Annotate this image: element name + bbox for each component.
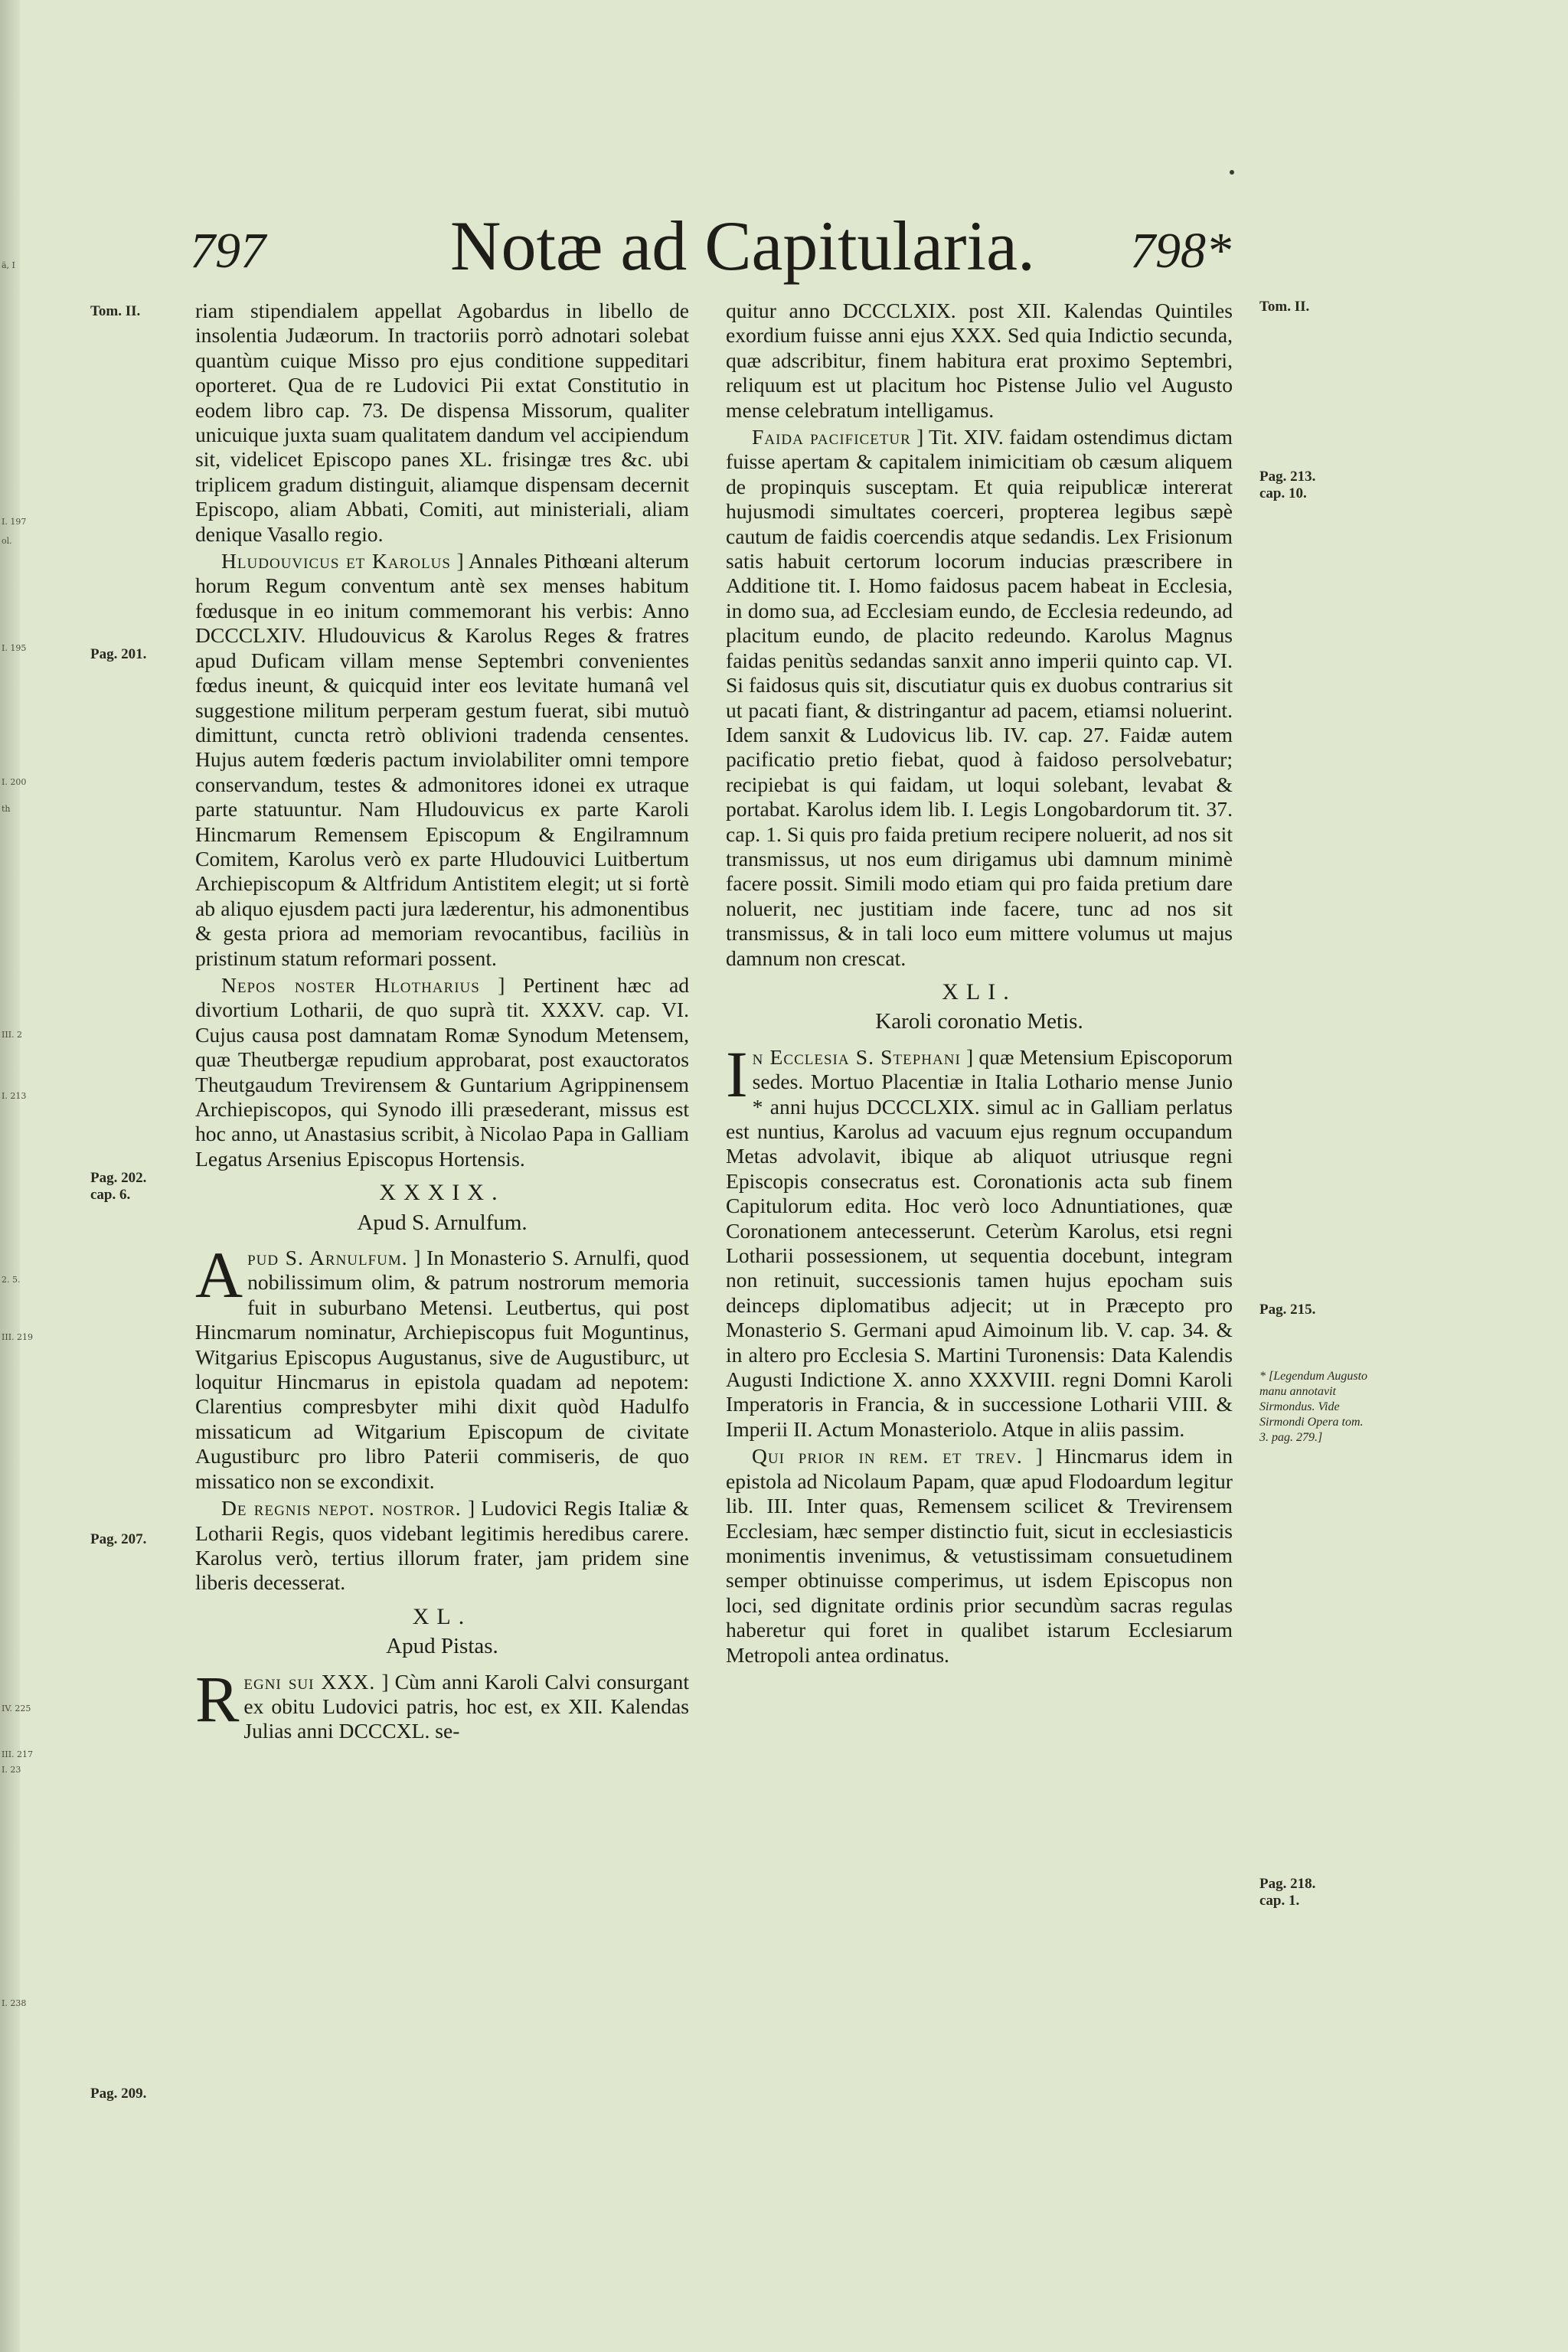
lemma: egni sui XXX.: [243, 1669, 376, 1694]
paragraph: quitur anno DCCCLXIX. post XII. Kalendas Quintiles exordium fuisse anni ejus XXX. Sed quia Indictio secunda, quæ adscribitur, finem habitura erat proximo Septembri, reliquum est ut placitum hoc Pistense Julio vel Augusto mense celebratum intelligamus.: [726, 299, 1233, 422]
gutter-mark: I. 238: [2, 1998, 27, 2008]
drop-cap: R: [195, 1661, 240, 1736]
margin-note-page: Pag. 207.: [90, 1531, 147, 1547]
margin-note-page: Pag. 209.: [90, 2086, 147, 2102]
gutter-mark: ä, I: [2, 260, 15, 270]
page-number-right: 798*: [1130, 223, 1231, 279]
section-number: XXXIX.: [379, 1180, 505, 1206]
lemma: Nepos noster Hlotharius: [221, 972, 480, 997]
gutter-mark: I. 200: [2, 777, 27, 787]
margin-note-tom: Tom. II.: [1259, 299, 1310, 315]
right-column: [726, 299, 1233, 1670]
lemma: De regnis nepot. nostror.: [221, 1496, 462, 1521]
lemma: n Ecclesia S. Stephani: [752, 1044, 961, 1069]
paragraph: [195, 1661, 689, 1744]
ink-dot: [1230, 170, 1234, 175]
page-header: [175, 205, 1239, 289]
gutter-mark: 2. 5.: [2, 1275, 21, 1285]
gutter-mark: I. 213: [2, 1091, 27, 1101]
left-column: [195, 299, 689, 1746]
gutter-mark: I. 195: [2, 643, 27, 653]
paragraph: [195, 549, 689, 971]
drop-cap: I: [726, 1037, 748, 1111]
section-title: Apud Pistas.: [386, 1634, 498, 1659]
lemma: Faida pacificetur: [752, 425, 911, 449]
page-number-left: 797: [190, 223, 266, 279]
paragraph-text: ] quæ Metensium Episcoporum sedes. Mortuo Placentiæ in Italia Lothario mense Junio * anni hujus DCCCLXIX. simul ac in Galliam perlatus est nuntius, Karolus ad vacuum ejus regnum occupandum Metas advolavit, ibique ab aliquot utriusque regni Episcopis consecratus est. Coronationis acta sub finem Capitulorum edita. Hoc verò loco Adnuntiationes, quæ Coronationem antecesserunt. Ceterùm Karolus, etsi regni Lotharii possessionem, ut sequentia docebunt, integram non retinuit, successionis tamen hujus epocham suis deinceps diplomatibus adjecit; ut in Præcepto pro Monasterio S. Germani apud Aimoinum lib. V. cap. 34. & in altero pro Ecclesia S. Martini Turonensis: Data Kalendis Augusti Indictione X. anno XXXVIII. regni Domni Karoli Imperatoris in Francia, & in successione Lotharii VIII. & Imperii II. Actum Monasteriolo. Atque in aliis passim.: [726, 1044, 1233, 1441]
section-title: Karoli coronatio Metis.: [875, 1009, 1083, 1034]
paragraph: [195, 973, 689, 1171]
lemma: Hludouvicus et Karolus: [221, 549, 451, 573]
gutter-mark: III. 219: [2, 1332, 34, 1342]
margin-note-chapter: cap. 1.: [1259, 1893, 1300, 1909]
paragraph: [726, 1444, 1233, 1668]
margin-note-page: Pag. 218.: [1259, 1876, 1316, 1892]
paragraph: [726, 425, 1233, 971]
paragraph-text: ] Cùm anni Karoli Calvi consurgant ex obitu Ludovici patris, hoc est, ex XII. Kalendas Julias anni DCCCXL. se-: [243, 1669, 689, 1743]
page-title: Notæ ad Capitularia.: [450, 207, 1035, 285]
section-number: XL.: [412, 1603, 472, 1629]
section-number: XLI.: [942, 978, 1017, 1004]
paragraph: [726, 1037, 1233, 1442]
paragraph-text: ] Annales Pithœani alterum horum Regum conventum antè sex menses habitum fœdusque in eo initum commemorant his verbis: Anno DCCCLXIV. Hludouvicus & Karolus Reges & fratres apud Duficam villam mense Septembri convenientes fœdus ineunt, & quicquid inter eos levitate humanâ vel suggestione militum perperam gestum fuerat, sibi mutuò dimittunt, cuncta retrò oblivioni tradenda censentes. Hujus autem fœderis pactum inviolabiliter omni tempore conservandum, testes & admonitores idonei ex utraque parte statuuntur. Nam Hludouvicus ex parte Karoli Hincmarum Remensem Episcopum & Engilramnum Comitem, Karolus verò ex parte Hludouvici Luitbertum Archiepiscopum & Altfridum Antistitem elegit; ut si fortè ab aliquo ejusdem pacti jura læderentur, his admonentibus & gesta priora ad memoriam revocantibus, faciliùs in pristinum statum reformari possent.: [195, 549, 689, 970]
paragraph-text: ] Ludovici Regis Italiæ & Lotharii Regis, quos videbant legitimis heredibus carere. Karolus verò, tertius illorum frater, jam pridem sine liberis decesserat.: [195, 1496, 690, 1595]
paragraph: [195, 1496, 689, 1596]
paragraph: riam stipendialem appellat Agobardus in libello de insolentia Judæorum. In tractoriis porrò adnotari solebat quantùm cuique Misso pro ejus conditione suppeditari oporteret. Qua de re Ludovici Pii extat Constitutio in eodem libro cap. 73. De dispensa Missorum, qualiter unicuique juxta suam qualitatem dandum vel accipiendum sit, videlicet Episcopo panes XL. frisingæ tres &c. ubi triplicem gradum distinguit, aliamque dispensam decernit Episcopo, aliam Abbati, Comiti, aut ministeriali, aliam denique Vasallo regio.: [195, 299, 689, 546]
gutter-mark: IV. 225: [2, 1704, 31, 1713]
gutter-mark: III. 217: [2, 1749, 34, 1759]
gutter-mark: ol.: [2, 536, 12, 546]
margin-note-page: Pag. 202.: [90, 1170, 147, 1186]
paragraph-text: ] In Monasterio S. Arnulfi, quod nobilissimum olim, & patrum nostrorum memoria fuit in suburbano Metensi. Leutbertus, qui post Hincmarum nominatur, Archiepiscopus fuit Moguntinus, Witgarius Episcopus Augustanus, sive de Augustiburc, ut loquitur Hincmarus in epistola quadam ad nepotem: Clarentius compresbyter mihi dixit quòd Hadulfo missaticum ad Witgarium Episcopum de civitate Augustiburc pro libro Paterii commiseris, de quo missatico non se excondixit.: [195, 1246, 689, 1493]
section-title: Apud S. Arnulfum.: [357, 1210, 528, 1235]
lemma: Qui prior in rem. et trev.: [752, 1444, 1023, 1468]
drop-cap: A: [195, 1238, 243, 1312]
margin-note-chapter: cap. 10.: [1259, 485, 1307, 501]
lemma: pud S. Arnulfum.: [247, 1246, 408, 1270]
gutter-mark: th: [2, 804, 11, 814]
margin-footnote: * [Legendum Augusto manu annotavit Sirmondus. Vide Sirmondi Opera tom. 3. pag. 279.]: [1259, 1370, 1368, 1444]
margin-note-tom: Tom. II.: [90, 303, 141, 319]
gutter-mark: I. 23: [2, 1765, 21, 1775]
paragraph-text: ] Tit. XIV. faidam ostendimus dictam fuisse apertam & capitalem inimicitiam ob cæsum aliquem de propinquis susceptam. Et quia reipublicæ intererat hujusmodi simultates coerceri, propterea legibus sæpè cautum de faidis coercendis atque sedandis. Lex Frisionum satis habuit certorum locorum inducias præscribere in Additione tit. I. Homo faidosus pacem habeat in Ecclesia, in domo sua, ad Ecclesiam eundo, de Ecclesia redeundo, ad placitum eundo, de placito redeundo. Karolus Magnus faidas penitùs sedandas sanxit anno imperii quinto cap. VI. Si faidosus quis sit, discutiatur quis ex duobus contrarius sit ut pacati fiant, & distringantur ad pacem, etiamsi noluerint. Idem sanxit & Ludovicus lib. IV. cap. 27. Faidæ autem pacificatio pretio fiebat, quod à faidoso persolvebatur; recipiebat is qui faidam, ut loqui solebant, levabat & portabat. Karolus idem lib. I. Legis Longobardorum tit. 37. cap. 1. Si quis pro faida pretium recipere noluerit, ad nos sit transmissus, ut nos eum dirigamus ubi damnum minimè facere possit. Simili modo etiam qui pro faida pretium dare noluerit, nec justitiam inde facere, tunc ad nos sit transmissus, & in tali loco eum mittere volumus ut majus damnum non crescat.: [726, 425, 1233, 970]
margin-note-chapter: cap. 6.: [90, 1187, 131, 1203]
margin-note-page: Pag. 213.: [1259, 469, 1316, 485]
gutter-mark: I. 197: [2, 517, 27, 527]
margin-note-page: Pag. 215.: [1259, 1302, 1316, 1318]
page-gutter: [0, 0, 34, 2352]
paragraph-text: ] Pertinent hæc ad divortium Lotharii, de quo suprà tit. XXXV. cap. VI. Cujus causa post damnatam Romæ Synodum Metensem, quæ Theutbergæ repudium approbarat, post exauctoratos Theutgaudum Trevirensem & Guntarium Agrippinensem Archiepiscopos, qui Synodo illi præsederant, missus est hoc anno, ut Anastasius scribit, à Nicolao Papa in Galliam Legatus Arsenius Episcopus Hortensis.: [195, 972, 689, 1171]
paragraph-text: ] Hincmarus idem in epistola ad Nicolaum Papam, quæ apud Flodoardum legitur lib. III. Inter quas, Remensem scilicet & Trevirensem Ecclesiam, hæc semper distinctio fuit, sicut in ecclesiasticis monimentis invenimus, & vetustissimam consuetudinem semper obtinuisse comperimus, ut isdem Episcopus non loci, sed dignitate ordinis prior secundùm sacras regulas haberetur qui foret in qualibet istarum Ecclesiarum Metropoli antea ordinatus.: [726, 1444, 1233, 1667]
margin-note-page: Pag. 201.: [90, 646, 147, 662]
gutter-mark: III. 2: [2, 1030, 23, 1040]
paragraph: [195, 1238, 689, 1494]
